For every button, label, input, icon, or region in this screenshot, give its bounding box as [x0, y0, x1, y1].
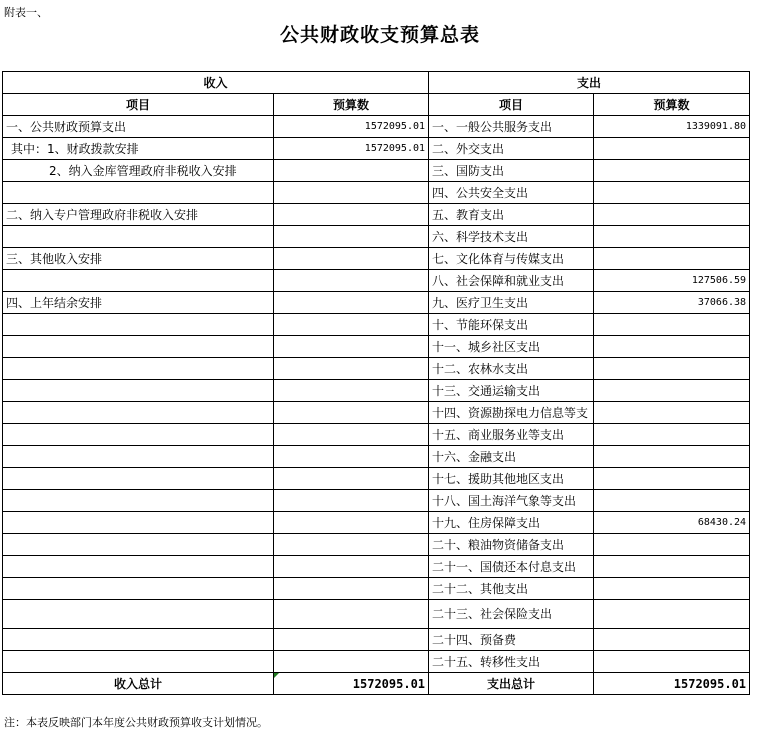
- income-item-cell[interactable]: 二、纳入专户管理政府非税收入安排: [3, 204, 274, 226]
- income-item-cell[interactable]: [3, 424, 274, 446]
- table-row: [3, 600, 750, 629]
- expense-value-cell[interactable]: [594, 358, 750, 380]
- expense-value-cell[interactable]: [594, 490, 750, 512]
- income-item-cell[interactable]: [3, 468, 274, 490]
- income-item-cell[interactable]: [3, 358, 274, 380]
- income-value-cell[interactable]: [274, 534, 429, 556]
- income-item-cell[interactable]: [3, 380, 274, 402]
- income-value-cell[interactable]: [274, 380, 429, 402]
- table-row: [3, 629, 750, 651]
- table-row: [3, 490, 750, 512]
- income-value-cell[interactable]: [274, 490, 429, 512]
- expense-item-cell[interactable]: 十四、资源勘探电力信息等支: [429, 402, 594, 424]
- expense-value-cell[interactable]: [594, 402, 750, 424]
- expense-item-cell[interactable]: 七、文化体育与传媒支出: [429, 248, 594, 270]
- table-row: [3, 380, 750, 402]
- expense-value-cell[interactable]: [594, 629, 750, 651]
- income-value-cell[interactable]: [274, 446, 429, 468]
- income-item-cell[interactable]: [3, 651, 274, 673]
- table-row: [3, 556, 750, 578]
- budget-table: [2, 71, 750, 695]
- expense-value-cell[interactable]: [594, 160, 750, 182]
- expense-item-cell[interactable]: 五、教育支出: [429, 204, 594, 226]
- income-value-cell[interactable]: 1572095.01: [274, 138, 429, 160]
- income-value-cell[interactable]: [274, 358, 429, 380]
- income-header[interactable]: 收入: [3, 72, 429, 94]
- expense-item-cell[interactable]: 二十五、转移性支出: [429, 651, 594, 673]
- expense-item-cell[interactable]: 二、外交支出: [429, 138, 594, 160]
- expense-value-cell[interactable]: [594, 248, 750, 270]
- income-value-cell[interactable]: [274, 556, 429, 578]
- expense-item-cell[interactable]: 十、节能环保支出: [429, 314, 594, 336]
- income-item-cell[interactable]: 三、其他收入安排: [3, 248, 274, 270]
- table-row: [3, 182, 750, 204]
- income-value-cell[interactable]: [274, 336, 429, 358]
- income-value-cell[interactable]: [274, 204, 429, 226]
- income-item-cell[interactable]: 2、纳入金库管理政府非税收入安排: [3, 160, 274, 182]
- table-row: [3, 468, 750, 490]
- income-value-cell[interactable]: [274, 292, 429, 314]
- table-row: [3, 578, 750, 600]
- expense-item-cell[interactable]: 十九、住房保障支出: [429, 512, 594, 534]
- expense-value-cell[interactable]: [594, 446, 750, 468]
- expense-item-cell[interactable]: 九、医疗卫生支出: [429, 292, 594, 314]
- expense-value-cell[interactable]: [594, 468, 750, 490]
- income-value-cell[interactable]: [274, 512, 429, 534]
- income-value-cell[interactable]: [274, 468, 429, 490]
- expense-item-cell[interactable]: 十二、农林水支出: [429, 358, 594, 380]
- expense-item-cell[interactable]: 十三、交通运输支出: [429, 380, 594, 402]
- table-row: [3, 248, 750, 270]
- income-value-cell[interactable]: [274, 402, 429, 424]
- table-row: [3, 446, 750, 468]
- expense-item-cell[interactable]: 十五、商业服务业等支出: [429, 424, 594, 446]
- income-item-cell[interactable]: [3, 336, 274, 358]
- income-item-cell[interactable]: [3, 270, 274, 292]
- expense-value-cell[interactable]: 1339091.80: [594, 116, 750, 138]
- table-row: [3, 204, 750, 226]
- income-item-cell[interactable]: [3, 402, 274, 424]
- expense-item-cell[interactable]: 一、一般公共服务支出: [429, 116, 594, 138]
- income-value-cell[interactable]: [274, 270, 429, 292]
- column-header-row: [3, 94, 750, 116]
- income-item-cell[interactable]: [3, 314, 274, 336]
- expense-value-cell[interactable]: [594, 226, 750, 248]
- expense-value-cell[interactable]: [594, 380, 750, 402]
- income-item-cell[interactable]: [3, 629, 274, 651]
- income-item-cell[interactable]: [3, 490, 274, 512]
- expense-budget-header[interactable]: 预算数: [594, 94, 750, 116]
- income-value-cell[interactable]: [274, 248, 429, 270]
- expense-value-cell[interactable]: [594, 138, 750, 160]
- table-row: [3, 314, 750, 336]
- expense-value-cell[interactable]: [594, 182, 750, 204]
- table-row: [3, 424, 750, 446]
- income-item-cell[interactable]: [3, 512, 274, 534]
- expense-value-cell[interactable]: [594, 204, 750, 226]
- table-row: [3, 226, 750, 248]
- expense-item-cell[interactable]: 八、社会保障和就业支出: [429, 270, 594, 292]
- expense-item-cell[interactable]: 三、国防支出: [429, 160, 594, 182]
- totals-row: [3, 673, 750, 695]
- expense-item-cell[interactable]: 十八、国土海洋气象等支出: [429, 490, 594, 512]
- income-item-cell[interactable]: [3, 600, 274, 629]
- expense-item-cell[interactable]: 十七、援助其他地区支出: [429, 468, 594, 490]
- table-row: [3, 534, 750, 556]
- table-row: [3, 270, 750, 292]
- expense-item-header[interactable]: 项目: [429, 94, 594, 116]
- table-row: [3, 358, 750, 380]
- income-value-cell[interactable]: [274, 424, 429, 446]
- income-item-header[interactable]: 项目: [3, 94, 274, 116]
- expense-value-cell[interactable]: [594, 556, 750, 578]
- income-value-cell[interactable]: [274, 160, 429, 182]
- expense-value-cell[interactable]: [594, 336, 750, 358]
- income-value-cell[interactable]: [274, 578, 429, 600]
- section-header-row: [3, 72, 750, 94]
- income-value-cell[interactable]: [274, 314, 429, 336]
- expense-value-cell[interactable]: [594, 314, 750, 336]
- income-item-cell[interactable]: [3, 556, 274, 578]
- expense-item-cell[interactable]: 六、科学技术支出: [429, 226, 594, 248]
- expense-item-cell[interactable]: 二十一、国债还本付息支出: [429, 556, 594, 578]
- page-title: 公共财政收支预算总表: [279, 24, 480, 46]
- expense-item-cell[interactable]: 二十二、其他支出: [429, 578, 594, 600]
- income-value-cell[interactable]: [274, 226, 429, 248]
- income-item-cell[interactable]: 其中：1、财政拨款安排: [3, 138, 274, 160]
- income-item-cell[interactable]: 一、公共财政预算支出: [3, 116, 274, 138]
- expense-value-cell[interactable]: 37066.38: [594, 292, 750, 314]
- table-row: [3, 138, 750, 160]
- expense-total-label[interactable]: 支出总计: [429, 673, 594, 695]
- expense-total-value[interactable]: 1572095.01: [594, 673, 750, 695]
- income-value-cell[interactable]: [274, 651, 429, 673]
- expense-value-cell[interactable]: 68430.24: [594, 512, 750, 534]
- table-row: [3, 160, 750, 182]
- expense-value-cell[interactable]: 127506.59: [594, 270, 750, 292]
- income-item-cell[interactable]: 四、上年结余安排: [3, 292, 274, 314]
- income-value-cell[interactable]: [274, 629, 429, 651]
- expense-value-cell[interactable]: [594, 651, 750, 673]
- income-total-label[interactable]: 收入总计: [3, 673, 274, 695]
- income-value-cell[interactable]: 1572095.01: [274, 116, 429, 138]
- income-total-value[interactable]: 1572095.01: [274, 673, 429, 695]
- table-row: [3, 116, 750, 138]
- expense-item-cell[interactable]: 十六、金融支出: [429, 446, 594, 468]
- expense-item-cell[interactable]: 十一、城乡社区支出: [429, 336, 594, 358]
- expense-item-cell[interactable]: 二十四、预备费: [429, 629, 594, 651]
- table-row: [3, 651, 750, 673]
- income-item-cell[interactable]: [3, 446, 274, 468]
- table-row: [3, 336, 750, 358]
- income-item-cell[interactable]: [3, 226, 274, 248]
- expense-value-cell[interactable]: [594, 600, 750, 629]
- expense-value-cell[interactable]: [594, 424, 750, 446]
- expense-value-cell[interactable]: [594, 578, 750, 600]
- expense-value-cell[interactable]: [594, 534, 750, 556]
- expense-item-cell[interactable]: 二十三、社会保险支出: [429, 600, 594, 629]
- table-row: [3, 512, 750, 534]
- expense-header[interactable]: 支出: [429, 72, 750, 94]
- footnote: 注：本表反映部门本年度公共财政预算收支计划情况。: [4, 716, 268, 729]
- income-item-cell[interactable]: [3, 578, 274, 600]
- income-item-cell[interactable]: [3, 534, 274, 556]
- expense-item-cell[interactable]: 二十、粮油物资储备支出: [429, 534, 594, 556]
- table-row: [3, 292, 750, 314]
- table-row: [3, 402, 750, 424]
- income-item-cell[interactable]: [3, 182, 274, 204]
- income-budget-header[interactable]: 预算数: [274, 94, 429, 116]
- top-note: 附表一、: [4, 6, 48, 19]
- income-value-cell[interactable]: [274, 600, 429, 629]
- income-value-cell[interactable]: [274, 182, 429, 204]
- expense-item-cell[interactable]: 四、公共安全支出: [429, 182, 594, 204]
